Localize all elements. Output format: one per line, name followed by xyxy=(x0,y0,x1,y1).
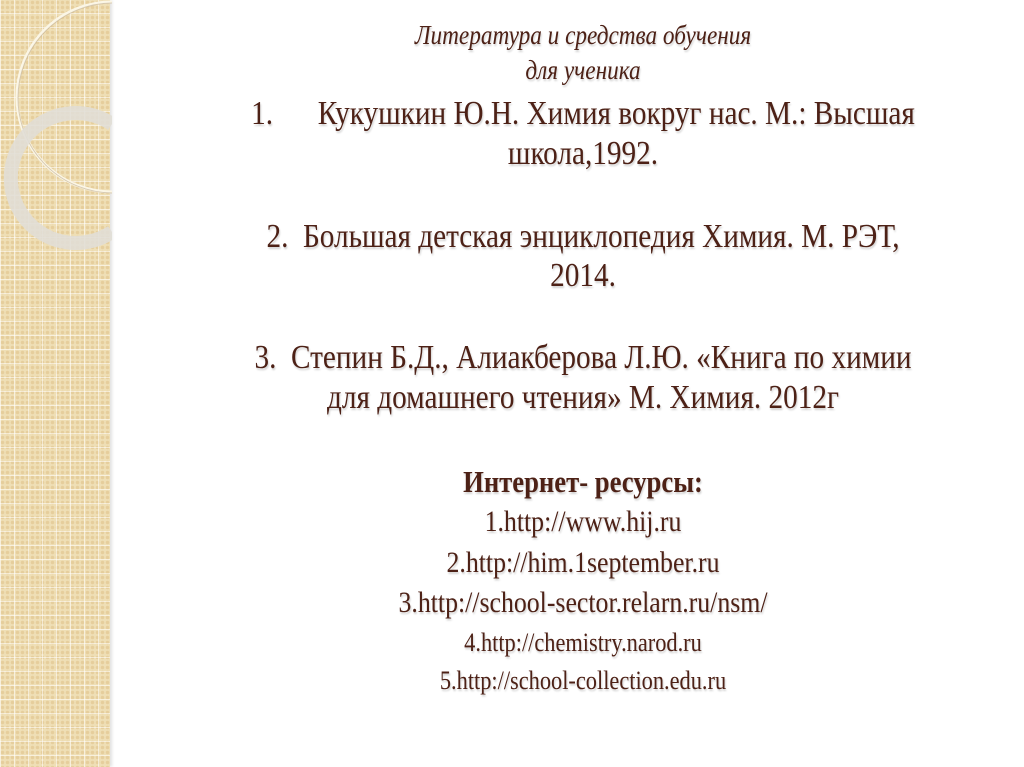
book-text: Кукушкин Ю.Н. Химия вокруг нас. М.: Высшая xyxy=(317,95,915,132)
decorative-rings xyxy=(0,0,112,300)
book-3-line-1 xyxy=(254,341,911,375)
link-4[interactable]: 4.http://chemistry.narod.ru xyxy=(464,628,702,657)
title-line-1: Литература и средства обучения xyxy=(414,20,752,50)
ring-outline xyxy=(17,2,112,192)
link-1[interactable]: 1.http://www.hij.ru xyxy=(484,505,682,538)
book-text: Большая детская энциклопедия Химия. М. РЭТ, xyxy=(303,218,900,255)
book-2-line-2: 2014. xyxy=(550,257,616,294)
link-3[interactable]: 3.http://school-sector.relarn.ru/nsm/ xyxy=(398,586,768,619)
link-5[interactable]: 5.http://school-collection.edu.ru xyxy=(439,666,727,695)
book-2-line-1 xyxy=(266,220,899,254)
link-2[interactable]: 2.http://him.1september.ru xyxy=(446,546,720,579)
internet-heading: Интернет- ресурсы: xyxy=(463,464,703,499)
book-number: 1. xyxy=(251,95,274,132)
book-1-line-2: школа,1992. xyxy=(507,135,659,172)
book-number: 2. xyxy=(266,218,289,255)
book-1-line-1 xyxy=(251,97,915,131)
book-text: Степин Б.Д., Алиакберова Л.Ю. «Книга по химии xyxy=(291,339,912,376)
book-number: 3. xyxy=(254,339,277,376)
book-3-line-2: для домашнего чтения» М. Химия. 2012г xyxy=(326,379,840,416)
title-line-2: для ученика xyxy=(525,55,641,85)
